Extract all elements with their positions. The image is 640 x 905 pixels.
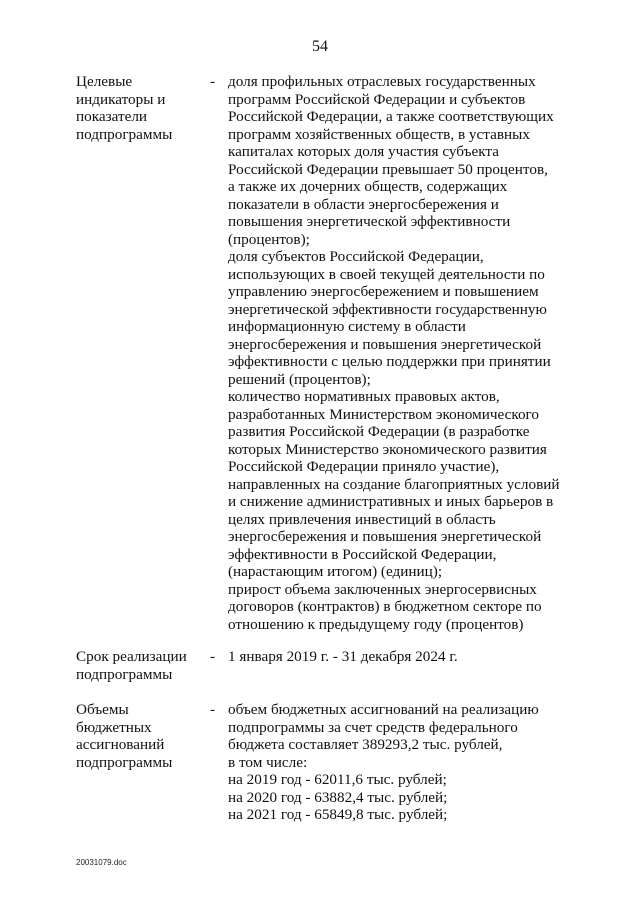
label-line: индикаторы и xyxy=(76,90,166,108)
content-line: количество нормативных правовых актов, xyxy=(228,388,500,405)
content-line: программ хозяйственных обществ, в уставных xyxy=(228,125,530,143)
content-line: показатели в области энергосбережения и xyxy=(228,195,499,213)
content-line: энергосбережения и повышения энергетической xyxy=(228,528,542,545)
content-line: доля профильных отраслевых государственных xyxy=(228,73,536,90)
section-content xyxy=(228,701,568,824)
content-line: подпрограммы за счет средств федерального xyxy=(228,718,518,736)
content-line: Российской Федерации приняло участие), xyxy=(228,458,500,475)
content-line: эффективности в Российской Федерации, xyxy=(228,545,497,563)
content-line: бюджета составляет 389293,2 тыс. рублей, xyxy=(228,736,503,753)
label-line: Объемы xyxy=(76,701,129,718)
content-line: энергосбережения и повышения энергетической xyxy=(228,335,542,353)
content-line: решений (процентов); xyxy=(228,370,371,388)
document-filename: 20031079.doc xyxy=(76,858,127,867)
label-line: Целевые xyxy=(76,73,133,90)
content-line: управлению энергосбережением и повышением xyxy=(228,283,539,300)
label-line: показатели xyxy=(76,108,148,125)
content-line: договоров (контрактов) в бюджетном секторе по xyxy=(228,598,542,615)
content-line: прирост объема заключенных энергосервисных xyxy=(228,580,537,598)
content-line: Российской Федерации, а также соответствующих xyxy=(228,108,554,125)
section-dash: - xyxy=(210,701,216,718)
content-line: энергетической эффективности государственную xyxy=(228,300,547,318)
content-line: использующих в своей текущей деятельности по xyxy=(228,265,545,283)
section-dash: - xyxy=(210,73,216,90)
content-line: повышения энергетической эффективности xyxy=(228,213,511,230)
content-line: на 2021 год - 65849,8 тыс. рублей; xyxy=(228,806,448,823)
content-line: доля субъектов Российской Федерации, xyxy=(228,248,484,265)
label-line: подпрограммы xyxy=(76,665,173,683)
content-line: направленных на создание благоприятных условий xyxy=(228,475,560,493)
content-line: которых Министерство экономического развития xyxy=(228,440,547,458)
content-line: программ Российской Федерации и субъектов xyxy=(228,90,526,108)
content-line: 1 января 2019 г. - 31 декабря 2024 г. xyxy=(228,648,458,665)
content-line: отношению к предыдущему году (процентов) xyxy=(228,615,524,633)
label-line: ассигнований xyxy=(76,736,165,753)
content-line: (процентов); xyxy=(228,230,310,248)
section-label xyxy=(76,648,206,683)
content-line: развития Российской Федерации (в разработке xyxy=(228,423,530,440)
content-line: на 2020 год - 63882,4 тыс. рублей; xyxy=(228,788,448,806)
section-content xyxy=(228,648,568,666)
section-dash: - xyxy=(210,648,216,665)
label-line: подпрограммы xyxy=(76,125,173,143)
content-line: объем бюджетных ассигнований на реализацию xyxy=(228,701,539,718)
label-line: бюджетных xyxy=(76,718,152,736)
section-label xyxy=(76,701,206,771)
section-content xyxy=(228,73,568,633)
content-line: на 2019 год - 62011,6 тыс. рублей; xyxy=(228,771,447,788)
content-line: капиталах которых доля участия субъекта xyxy=(228,143,499,160)
content-line: в том числе: xyxy=(228,753,308,771)
content-line: и снижение административных и иных барьеров в xyxy=(228,493,554,510)
section-label xyxy=(76,73,206,143)
content-line: разработанных Министерством экономического xyxy=(228,405,539,423)
content-line: а также их дочерних обществ, содержащих xyxy=(228,178,508,195)
content-line: Российской Федерации превышает 50 процентов, xyxy=(228,160,548,178)
label-line: подпрограммы xyxy=(76,753,173,771)
content-line: целях привлечения инвестиций в область xyxy=(228,510,496,528)
content-line: эффективности с целью поддержки при принятии xyxy=(228,353,551,370)
content-line: (нарастающим итогом) (единиц); xyxy=(228,563,443,580)
page-number: 54 xyxy=(312,38,328,55)
content-line: информационную систему в области xyxy=(228,318,466,335)
label-line: Срок реализации xyxy=(76,648,187,665)
